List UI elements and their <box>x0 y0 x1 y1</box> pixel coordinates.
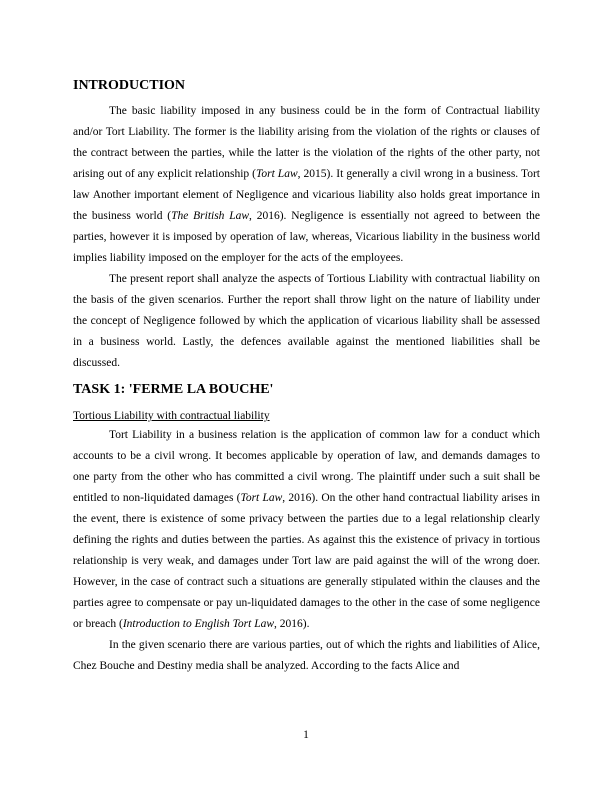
citation: Introduction to English Tort Law <box>122 618 275 630</box>
citation: The British Law <box>171 210 250 222</box>
document-page <box>73 76 540 677</box>
task1-heading: TASK 1: 'FERME LA BOUCHE' <box>73 382 274 397</box>
task1-paragraph-1 <box>73 425 540 635</box>
task1-subheading: Tortious Liability with contractual liability <box>73 410 270 422</box>
citation: Tort Law <box>256 168 298 180</box>
text-run: , 2016). Negligence is essentially not agreed to between the parties, however it is imposed by operation of law, whereas, Vicarious liability in the business world implies liability imposed on the employer for the acts of the employees. <box>73 210 540 264</box>
text-run: , 2016). <box>274 618 310 630</box>
text-run: Tort Liability in a business relation is the application of common law for a conduct which accounts to be a civil wrong. It becomes applicable by operation of law, and demands damages to one party from the other who has committed a civil wrong. The plaintiff under such a suit shall be entitled to non-liquidated damages ( <box>73 429 540 504</box>
text-run: , 2015). It generally a civil wrong in a business. Tort law Another important element of Negligence and vicarious liability also holds great importance in the business world ( <box>73 168 541 222</box>
text-run: The basic liability imposed in any business could be in the form of Contractual liability and/or Tort Liability. The former is the liability arising from the violation of the rights or clauses of the contract between the parties, while the latter is the violation of the rights of the other party, not arising out of any explicit relationship ( <box>73 105 540 180</box>
page-number: 1 <box>303 729 309 741</box>
introduction-paragraph-1 <box>73 101 540 269</box>
introduction-paragraph-2: The present report shall analyze the aspects of Tortious Liability with contractual liability on the basis of the given scenarios. Further the report shall throw light on the nature of liability under the concept of Negligence followed by which the application of vicarious liability shall be assessed in a business world. Lastly, the defences available against the mentioned liabilities shall be discussed. <box>73 273 540 369</box>
text-run: , 2016). On the other hand contractual liability arises in the event, there is existence of some privacy between the parties due to a legal relationship clearly defining the rights and duties between the parties. As against this the existence of privacy in tortious relationship is very weak, and damages under Tort law are paid against the will of the wrong doer. However, in the case of contract such a situations are generally stipulated within the clauses and the parties agree to compensate or pay un-liquidated damages to the other in the case of some negligence or breach ( <box>73 492 540 630</box>
introduction-heading: INTRODUCTION <box>73 78 186 93</box>
task1-paragraph-2: In the given scenario there are various parties, out of which the rights and liabilities of Alice, Chez Bouche and Destiny media shall be analyzed. According to the facts Alice and <box>73 639 540 672</box>
citation: Tort Law <box>240 492 283 504</box>
